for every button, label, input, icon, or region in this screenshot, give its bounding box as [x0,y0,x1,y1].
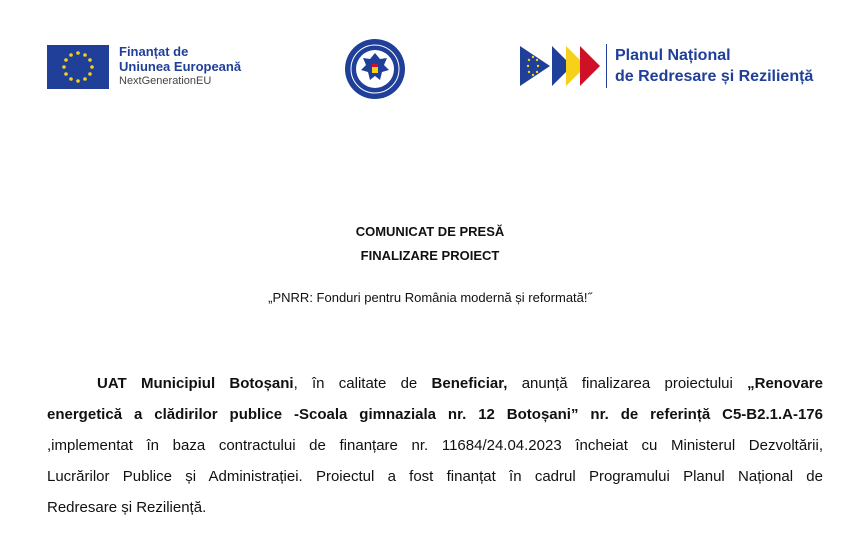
pnrr-logo [520,44,813,88]
paragraph-text: , în calitate de [293,375,432,392]
eu-funding-logo [47,44,241,89]
beneficiary-name: UAT Municipiul Botoșani [97,375,294,392]
paragraph-line-5: Redresare și Reziliență. [47,499,207,516]
eu-logo-line2: Uniunea Europeană [119,59,242,74]
beneficiary-role: Beneficiar, [431,375,508,392]
pnrr-divider [606,44,607,88]
paragraph-line-2 [47,399,823,430]
pnrr-mark-icon [520,44,600,88]
pnrr-motto: „PNRR: Fonduri pentru România modernă și reformată!˝ [268,290,592,305]
project-title-rest: energetică a clădirilor publice -Scoala gimnaziala nr. 12 Botoșani” [47,406,579,423]
announcement-paragraph [47,368,823,523]
reference-label: nr. de referință [578,406,723,423]
paragraph-line-1 [47,368,823,399]
paragraph-line-4: Lucrărilor Publice și Administrației. Proiectul a fost finanțat în cadrul Programului Planul Național de [47,468,823,485]
paragraph-line-3: ,implementat în baza contractului de finanțare nr. 11684/24.04.2023 încheiat cu Ministerul Dezvoltării, [47,437,823,454]
project-title-start: „Renovare [747,375,823,392]
paragraph-text: anunță finalizarea proiectului [507,375,748,392]
guvernul-romaniei-seal-icon [344,38,406,100]
pnrr-logo-text [615,45,813,87]
eu-logo-line1: Finanțat de [119,44,189,59]
eu-logo-line3: NextGenerationEU [119,75,212,87]
press-release-title: COMUNICAT DE PRESĂ [355,224,505,239]
project-completion-subtitle: FINALIZARE PROIECT [360,248,500,263]
pnrr-logo-line2: de Redresare și Reziliență [615,68,814,85]
eu-flag-icon [47,45,109,89]
reference-number: C5-B2.1.A-176 [722,406,823,423]
eu-logo-text [119,44,241,89]
pnrr-logo-line1: Planul Național [615,47,731,64]
